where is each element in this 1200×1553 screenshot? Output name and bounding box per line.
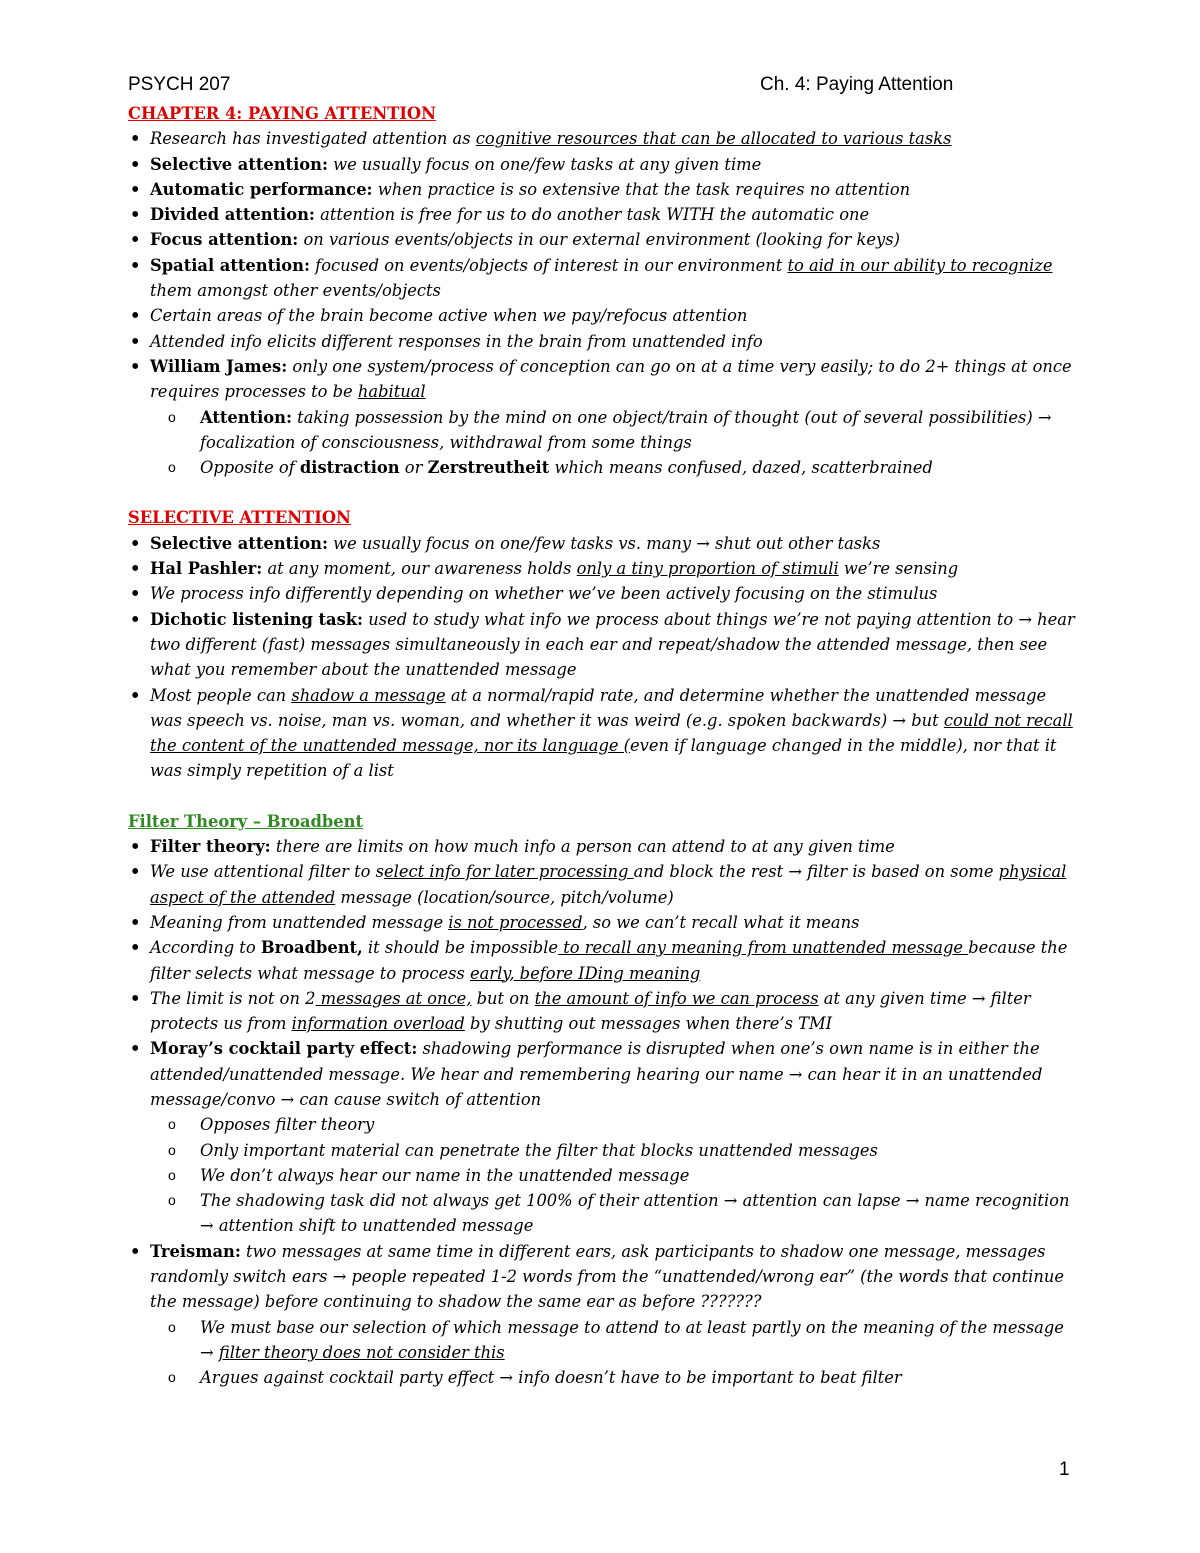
list-item: • Hal Pashler: at any moment, our awareness holds only a tiny proportion of stimuli we’re sensing xyxy=(128,556,1078,581)
list-item: • Dichotic listening task: used to study what info we process about things we’re not paying attention to → hear two different (fast) messages simultaneously in each ear and repeat/shadow the attended message, then see what you remember about the unattended message xyxy=(128,607,1078,683)
list-item: • We process info differently depending on whether we’ve been actively focusing on the stimulus xyxy=(128,581,1078,606)
notes-body xyxy=(128,101,1078,1391)
section-1-list xyxy=(128,126,1078,480)
list-item: • Divided attention: attention is free for us to do another task WITH the automatic one xyxy=(128,202,1078,227)
page-number: 1 xyxy=(1059,1459,1070,1480)
list-item: • We use attentional filter to select info for later processing and block the rest → filter is based on some physical aspect of the attended message (location/source, pitch/volume) xyxy=(128,859,1078,910)
sub-list-item: o Attention: taking possession by the mind on one object/train of thought (out of several possibilities) → focalization of consciousness, withdrawal from some things xyxy=(128,405,1078,456)
sub-list-item: o Opposite of distraction or Zerstreutheit which means confused, dazed, scatterbrained xyxy=(128,455,1078,480)
section-title-selective-attention: SELECTIVE ATTENTION xyxy=(128,508,351,528)
sub-list-item: o We don’t always hear our name in the unattended message xyxy=(128,1163,1078,1188)
list-item: • Treisman: two messages at same time in different ears, ask participants to shadow one message, messages randomly switch ears → people repeated 1-2 words from the “unattended/wrong ear” (the words that continue the message) before continuing to shadow the same ear as before ??????? xyxy=(128,1239,1078,1315)
section-title-chapter-4: CHAPTER 4: PAYING ATTENTION xyxy=(128,104,436,123)
section-2-list xyxy=(128,531,1078,784)
list-item: • Focus attention: on various events/objects in our external environment (looking for keys) xyxy=(128,227,1078,252)
list-item: • Automatic performance: when practice is so extensive that the task requires no attention xyxy=(128,177,1078,202)
sub-list-item: o We must base our selection of which message to attend to at least partly on the meaning of the message → filter theory does not consider this xyxy=(128,1315,1078,1366)
course-header: PSYCH 207 xyxy=(128,74,231,95)
list-item: • Spatial attention: focused on events/objects of interest in our environment to aid in our ability to recognize them amongst other events/objects xyxy=(128,253,1078,304)
list-item: • William James: only one system/process of conception can go on at a time very easily; to do 2+ things at once requires processes to be habitual xyxy=(128,354,1078,405)
sub-list-item: o The shadowing task did not always get 100% of their attention → attention can lapse → name recognition → attention shift to unattended message xyxy=(128,1188,1078,1239)
section-title-filter-theory: Filter Theory – Broadbent xyxy=(128,811,363,831)
section-3-list xyxy=(128,834,1078,1391)
list-item: • Moray’s cocktail party effect: shadowing performance is disrupted when one’s own name is in either the attended/unattended message. We hear and remembering hearing our name → can hear it in an unattended message/convo → can cause switch of attention xyxy=(128,1036,1078,1112)
chapter-header: Ch. 4: Paying Attention xyxy=(760,74,954,95)
list-item: • Attended info elicits different responses in the brain from unattended info xyxy=(128,329,1078,354)
list-item: • Meaning from unattended message is not processed, so we can’t recall what it means xyxy=(128,910,1078,935)
list-item: • Certain areas of the brain become active when we pay/refocus attention xyxy=(128,303,1078,328)
list-item: • According to Broadbent, it should be impossible to recall any meaning from unattended message because the filter selects what message to process early, before IDing meaning xyxy=(128,935,1078,986)
list-item: • Research has investigated attention as cognitive resources that can be allocated to various tasks xyxy=(128,126,1078,151)
sub-list-item: o Only important material can penetrate the filter that blocks unattended messages xyxy=(128,1138,1078,1163)
list-item: • The limit is not on 2 messages at once, but on the amount of info we can process at any given time → filter protects us from information overload by shutting out messages when there’s TMI xyxy=(128,986,1078,1037)
list-item: • Selective attention: we usually focus on one/few tasks at any given time xyxy=(128,152,1078,177)
sub-list-item: o Opposes filter theory xyxy=(128,1112,1078,1137)
sub-list-item: o Argues against cocktail party effect → info doesn’t have to be important to beat filter xyxy=(128,1365,1078,1390)
list-item: • Most people can shadow a message at a normal/rapid rate, and determine whether the unattended message was speech vs. noise, man vs. woman, and whether it was weird (e.g. spoken backwards) → but could not recall the content of the unattended message, nor its language (even if language changed in the middle), nor that it was simply repetition of a list xyxy=(128,683,1078,784)
list-item: • Selective attention: we usually focus on one/few tasks vs. many → shut out other tasks xyxy=(128,531,1078,556)
list-item: • Filter theory: there are limits on how much info a person can attend to at any given time xyxy=(128,834,1078,859)
